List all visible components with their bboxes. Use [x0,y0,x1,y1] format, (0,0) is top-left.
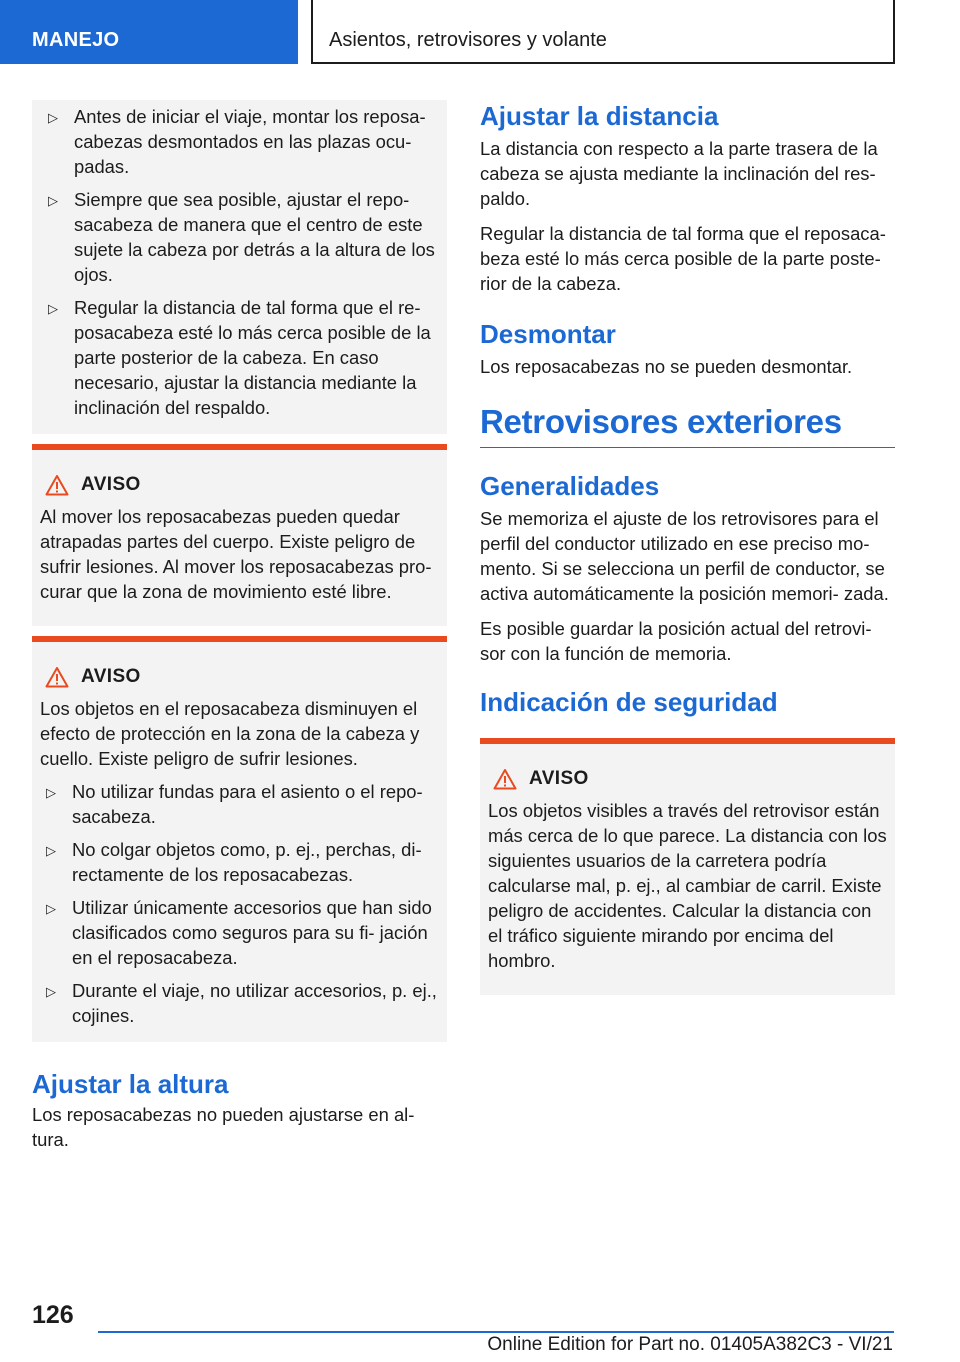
heading-desmontar: Desmontar [480,319,616,349]
bullet-triangle-icon: ▷ [46,785,56,800]
warning-title-row [40,472,439,498]
left-column [32,100,447,1152]
warning-text: Los objetos en el reposacabeza disminuyen el efecto de protección en la zona de la cabeza y cuello. Existe peligro de sufrir lesiones. [40,698,420,769]
intro-instructions-box [32,100,447,434]
list-item: ▷ No utilizar fundas para el asiento o el repo- sacabeza. [46,781,423,827]
generalidades-text-2: Es posible guardar la posición actual del retrovi- sor con la función de memoria. [480,618,872,664]
heading-retrovisores-exteriores: Retrovisores exteriores [480,401,895,448]
heading-generalidades: Generalidades [480,471,660,501]
warning-box-objects [32,636,447,1042]
header-chapter-tab [311,0,895,64]
bullet-triangle-icon: ▷ [48,193,58,208]
bullet-triangle-icon: ▷ [46,901,56,916]
bullet-triangle-icon: ▷ [46,984,56,999]
list-item: ▷ Utilizar únicamente accesorios que han sido clasificados como seguros para su fi- jación en el reposacabeza. [46,897,432,968]
footer-divider [98,1331,894,1333]
header-section-label: MANEJO [32,29,120,51]
warning-title-row [488,766,887,792]
warning-list [40,779,439,1028]
generalidades-text-1: Se memoriza el ajuste de los retrovisores para el perfil del conductor utilizado en ese preciso mo- mento. Si se selecciona un perfil de conductor, se activa automáticamente la posición memori- zada. [480,508,889,604]
desmontar-text: Los reposacabezas no se pueden desmontar. [480,356,853,377]
heading-ajustar-altura: Ajustar la altura [32,1069,229,1099]
list-item: ▷ Antes de iniciar el viaje, montar los reposa- cabezas desmontados en las plazas ocu- padas. [48,106,426,177]
footer-edition: Online Edition for Part no. 01405A382C3 - VI/21 [487,1334,893,1355]
warning-title-row [40,664,439,690]
warning-title: AVISO [529,768,589,789]
bullet-triangle-icon: ▷ [46,843,56,858]
warning-box-mirror [480,738,895,995]
list-item: ▷ Regular la distancia de tal forma que el re- posacabeza esté lo más cerca posible de la parte posterior de la cabeza. En caso necesario, ajustar la distancia mediante la inclinación del respaldo. [48,297,431,418]
warning-title: AVISO [81,666,141,687]
distancia-text-1: La distancia con respecto a la parte trasera de la cabeza se ajusta mediante la inclinación del res- paldo. [480,138,878,209]
distancia-text-2: Regular la distancia de tal forma que el reposaca- beza esté lo más cerca posible de la parte poste- rior de la cabeza. [480,223,886,294]
heading-indicacion-seguridad: Indicación de seguridad [480,687,778,717]
warning-title: AVISO [81,474,141,495]
bullet-triangle-icon: ▷ [48,301,58,316]
bullet-triangle-icon: ▷ [48,110,58,125]
page-number: 126 [32,1301,74,1329]
warning-text: Los objetos visibles a través del retrovisor están más cerca de lo que parece. La distancia con los siguientes usuarios de la carretera podría calcularse mal, p. ej., al cambiar de carril. Existe peligro de accidentes. Calcular la distancia con el tráfico siguiente mirando por encima del hombro. [488,800,887,971]
warning-text: Al mover los reposacabezas pueden quedar atrapadas partes del cuerpo. Existe peligro de sufrir lesiones. Al mover los reposacabezas pro- curar que la zona de movimiento esté libre. [40,506,432,602]
warning-triangle-icon [493,768,517,790]
list-item: ▷ Durante el viaje, no utilizar accesorios, p. ej., cojines. [46,980,437,1026]
header-chapter-label: Asientos, retrovisores y volante [329,29,607,51]
heading-ajustar-distancia: Ajustar la distancia [480,101,719,131]
header-section-tab [0,0,298,64]
altura-text: Los reposacabezas no pueden ajustarse en al- tura. [32,1104,415,1150]
warning-box-movement [32,444,447,626]
intro-list [42,104,437,420]
right-column [480,100,895,995]
list-item: ▷ Siempre que sea posible, ajustar el repo- sacabeza de manera que el centro de este sujete la cabeza por detrás a la altura de los ojos. [48,189,435,285]
list-item: ▷ No colgar objetos como, p. ej., perchas, di- rectamente de los reposacabezas. [46,839,422,885]
warning-triangle-icon [45,666,69,688]
warning-triangle-icon [45,474,69,496]
